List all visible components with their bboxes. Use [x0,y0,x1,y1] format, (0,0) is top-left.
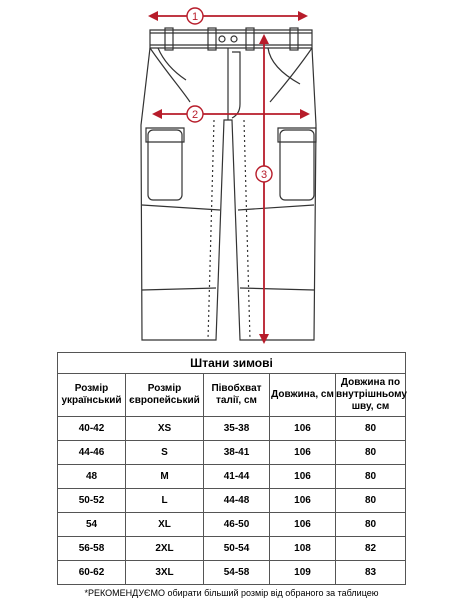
header-length: Довжина, см [270,374,336,417]
cell-eu-size: M [126,465,204,489]
cell-length: 106 [270,441,336,465]
cell-inseam: 83 [336,561,406,585]
cell-length: 109 [270,561,336,585]
cell-ua-size: 56-58 [58,537,126,561]
cell-inseam: 80 [336,441,406,465]
header-eu-size: Розмір європейський [126,374,204,417]
cell-length: 108 [270,537,336,561]
cell-ua-size: 54 [58,513,126,537]
cell-half-waist: 46-50 [204,513,270,537]
table-row [58,561,406,585]
cell-inseam: 80 [336,417,406,441]
cell-half-waist: 50-54 [204,537,270,561]
cell-ua-size: 48 [58,465,126,489]
cell-length: 106 [270,489,336,513]
cell-length: 106 [270,465,336,489]
cell-half-waist: 41-44 [204,465,270,489]
table-row [58,465,406,489]
cell-half-waist: 54-58 [204,561,270,585]
cell-inseam: 80 [336,489,406,513]
header-inseam: Довжина по внутрішньому шву, см [336,374,406,417]
header-ua-size: Розмір український [58,374,126,417]
marker-3: 3 [260,169,268,181]
table-row [58,441,406,465]
table-row [58,537,406,561]
cell-inseam: 82 [336,537,406,561]
table-row [58,489,406,513]
cell-half-waist: 44-48 [204,489,270,513]
cell-eu-size: 2XL [126,537,204,561]
cell-ua-size: 50-52 [58,489,126,513]
cell-eu-size: XS [126,417,204,441]
cell-ua-size: 44-46 [58,441,126,465]
cell-eu-size: XL [126,513,204,537]
cell-inseam: 80 [336,513,406,537]
cell-ua-size: 40-42 [58,417,126,441]
cell-half-waist: 35-38 [204,417,270,441]
table-title: Штани зимові [58,353,406,374]
table-row [58,417,406,441]
cell-eu-size: L [126,489,204,513]
pants-outline [141,28,316,340]
cell-eu-size: 3XL [126,561,204,585]
cell-eu-size: S [126,441,204,465]
cell-length: 106 [270,513,336,537]
marker-2: 2 [191,109,199,121]
recommendation-note: *РЕКОМЕНДУЄМО обирати більший розмір від обраного за таблицею [58,585,406,600]
size-table [57,352,407,598]
cell-half-waist: 38-41 [204,441,270,465]
header-half-waist: Півобхват талії, см [204,374,270,417]
table-row [58,513,406,537]
cell-inseam: 80 [336,465,406,489]
cell-ua-size: 60-62 [58,561,126,585]
cell-length: 106 [270,417,336,441]
marker-1: 1 [191,11,199,23]
